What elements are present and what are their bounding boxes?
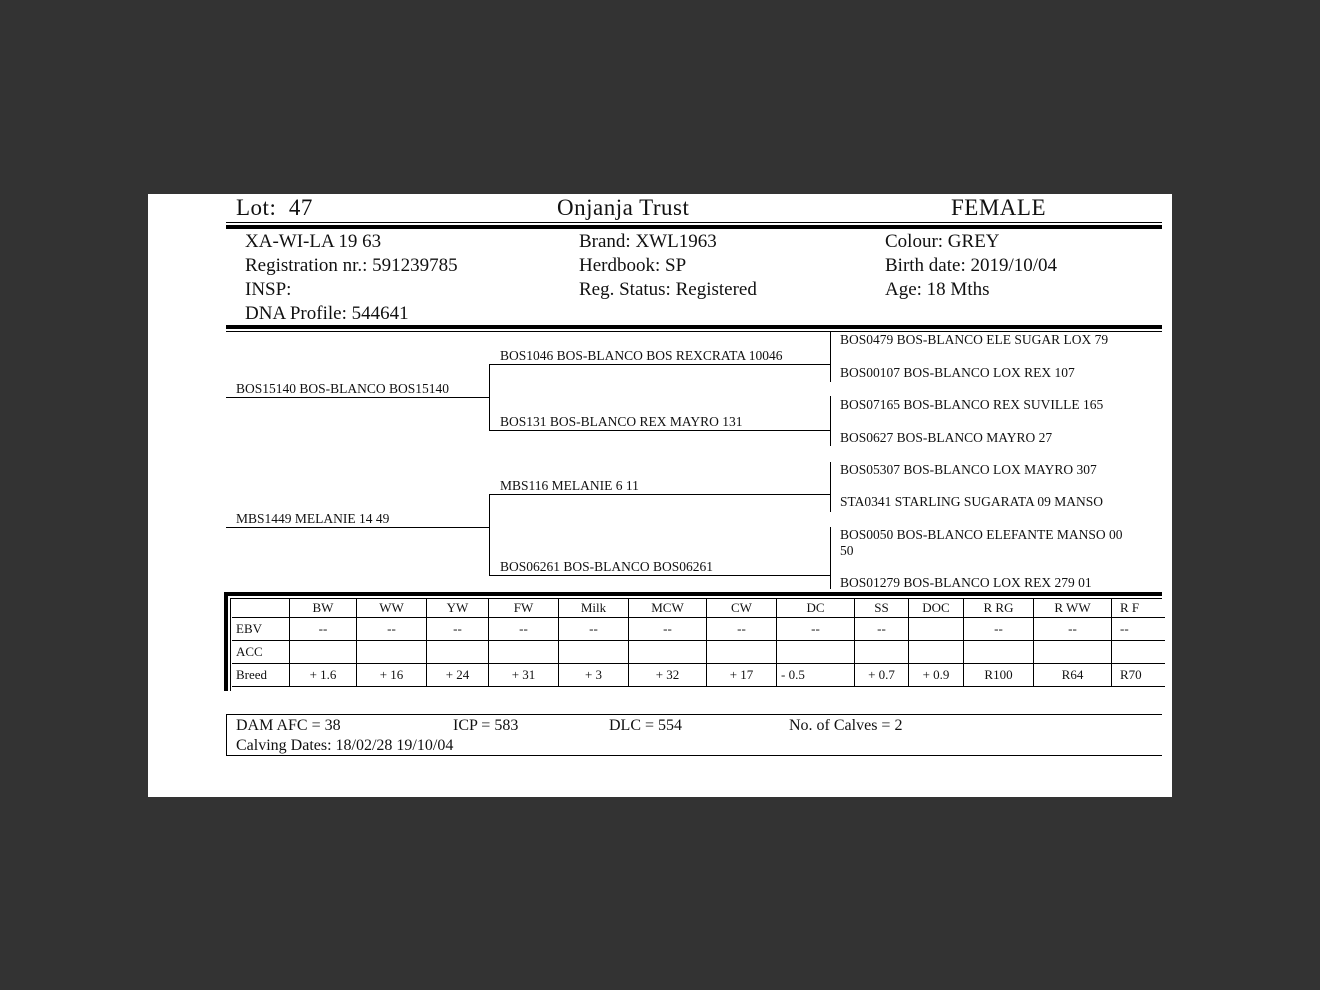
table-cell	[290, 641, 357, 664]
g3-ancestor-7-wrap: 50	[840, 543, 854, 558]
table-cell	[357, 641, 427, 664]
table-cell: --	[489, 618, 559, 641]
corner-cell	[232, 599, 290, 618]
table-cell: --	[964, 618, 1034, 641]
table-cell: + 3	[559, 664, 629, 687]
animal-name: XA-WI-LA 19 63	[245, 231, 382, 252]
icp: ICP = 583	[453, 717, 519, 734]
dam-dam-name: BOS06261 BOS-BLANCO BOS06261	[500, 559, 714, 574]
table-cell: R64	[1034, 664, 1112, 687]
sd-line	[489, 430, 831, 431]
header-thin-rule	[226, 222, 1162, 223]
column-header: Milk	[559, 599, 629, 618]
table-row-ebv	[232, 618, 1165, 641]
insp-field: INSP:	[245, 279, 292, 300]
lot-card	[148, 194, 1172, 797]
lot-number	[236, 195, 313, 221]
table-cell: --	[777, 618, 855, 641]
table-cell: + 31	[489, 664, 559, 687]
dam-bracket	[489, 494, 490, 576]
table-cell	[707, 641, 777, 664]
dd-line	[489, 575, 831, 576]
table-cell	[489, 641, 559, 664]
row-label: Breed	[232, 664, 290, 687]
registration-number: Registration nr.: 591239785	[245, 255, 458, 276]
stats-left-thick-rule	[224, 592, 228, 691]
info-column-middle	[579, 230, 757, 302]
bottom-bottom-rule	[226, 755, 1162, 756]
brand: Brand: XWL1963	[579, 231, 717, 252]
age: Age: 18 Mths	[885, 279, 990, 300]
info-thick-rule	[226, 325, 1162, 329]
column-header: R WW	[1034, 599, 1112, 618]
column-header: DOC	[909, 599, 964, 618]
g3-ancestor-2: BOS00107 BOS-BLANCO LOX REX 107	[840, 365, 1075, 380]
stats-top-thick-rule	[224, 592, 1162, 596]
table-cell	[964, 641, 1034, 664]
calving-dates: Calving Dates: 18/02/28 19/10/04	[236, 737, 454, 754]
g3-ancestor-5: BOS05307 BOS-BLANCO LOX MAYRO 307	[840, 462, 1097, 477]
table-cell: R100	[964, 664, 1034, 687]
table-cell: --	[707, 618, 777, 641]
g3-ancestor-1: BOS0479 BOS-BLANCO ELE SUGAR LOX 79	[840, 332, 1109, 347]
table-cell: + 32	[629, 664, 707, 687]
ebv-table	[232, 599, 1165, 687]
table-cell	[1034, 641, 1112, 664]
table-cell: --	[427, 618, 489, 641]
g3-ancestor-4: BOS0627 BOS-BLANCO MAYRO 27	[840, 430, 1053, 445]
lot-value: 47	[288, 195, 313, 220]
g3-ancestor-6: STA0341 STARLING SUGARATA 09 MANSO	[840, 494, 1104, 509]
g3-ancestor-3: BOS07165 BOS-BLANCO REX SUVILLE 165	[840, 397, 1104, 412]
table-cell: --	[1034, 618, 1112, 641]
table-cell	[909, 618, 964, 641]
dd-bracket	[830, 527, 831, 589]
ss-bracket	[830, 332, 831, 382]
header-thick-rule	[226, 225, 1162, 229]
row-label: EBV	[232, 618, 290, 641]
number-of-calves: No. of Calves = 2	[789, 717, 903, 734]
table-cell	[427, 641, 489, 664]
column-header: YW	[427, 599, 489, 618]
column-header: BW	[290, 599, 357, 618]
table-cell: --	[559, 618, 629, 641]
sire-dam-name: BOS131 BOS-BLANCO REX MAYRO 131	[500, 414, 743, 429]
sex-label: FEMALE	[951, 195, 1046, 220]
dlc: DLC = 554	[609, 717, 683, 734]
sire-line	[226, 397, 490, 398]
table-cell	[629, 641, 707, 664]
column-header: R F	[1112, 599, 1166, 618]
lot-label: Lot:	[236, 195, 277, 220]
table-cell: + 24	[427, 664, 489, 687]
table-cell: + 16	[357, 664, 427, 687]
table-cell	[855, 641, 909, 664]
dam-name: MBS1449 MELANIE 14 49	[236, 511, 390, 526]
table-row-acc	[232, 641, 1165, 664]
table-cell: --	[290, 618, 357, 641]
table-cell: - 0.5	[777, 664, 855, 687]
ds-line	[489, 494, 831, 495]
bottom-top-rule	[226, 714, 1162, 715]
row-label: ACC	[232, 641, 290, 664]
column-header: DC	[777, 599, 855, 618]
ds-bracket	[830, 462, 831, 512]
ss-line	[489, 364, 831, 365]
table-cell: --	[357, 618, 427, 641]
herdbook: Herdbook: SP	[579, 255, 687, 276]
sire-bracket	[489, 364, 490, 430]
column-header: SS	[855, 599, 909, 618]
dam-line	[226, 527, 490, 528]
sd-bracket	[830, 396, 831, 446]
table-row-breed	[232, 664, 1165, 687]
reg-status: Reg. Status: Registered	[579, 279, 757, 300]
table-cell: --	[629, 618, 707, 641]
owner-name: Onjanja Trust	[557, 195, 690, 220]
table-header-row	[232, 599, 1165, 618]
sire-sire-name: BOS1046 BOS-BLANCO BOS REXCRATA 10046	[500, 348, 783, 363]
dam-sire-name: MBS116 MELANIE 6 11	[500, 478, 639, 493]
table-cell	[777, 641, 855, 664]
table-cell: + 1.6	[290, 664, 357, 687]
column-header: WW	[357, 599, 427, 618]
table-cell: + 17	[707, 664, 777, 687]
sire-name: BOS15140 BOS-BLANCO BOS15140	[236, 381, 450, 396]
column-header: FW	[489, 599, 559, 618]
column-header: R RG	[964, 599, 1034, 618]
info-column-left	[245, 230, 458, 326]
table-cell: + 0.9	[909, 664, 964, 687]
table-cell: --	[1112, 618, 1166, 641]
info-column-right	[885, 230, 1057, 302]
dam-afc: DAM AFC = 38	[236, 717, 341, 734]
g3-ancestor-8: BOS01279 BOS-BLANCO LOX REX 279 01	[840, 575, 1092, 590]
birth-date: Birth date: 2019/10/04	[885, 255, 1058, 276]
stats-left-thin-rule	[230, 598, 231, 691]
table-cell: R70	[1112, 664, 1166, 687]
table-cell	[909, 641, 964, 664]
table-cell: --	[855, 618, 909, 641]
table-cell: + 0.7	[855, 664, 909, 687]
bottom-left-rule	[226, 714, 227, 756]
colour: Colour: GREY	[885, 231, 1000, 252]
column-header: MCW	[629, 599, 707, 618]
g3-ancestor-7: BOS0050 BOS-BLANCO ELEFANTE MANSO 00	[840, 527, 1123, 542]
dna-profile: DNA Profile: 544641	[245, 303, 409, 324]
table-cell	[1112, 641, 1166, 664]
column-header: CW	[707, 599, 777, 618]
table-cell	[559, 641, 629, 664]
